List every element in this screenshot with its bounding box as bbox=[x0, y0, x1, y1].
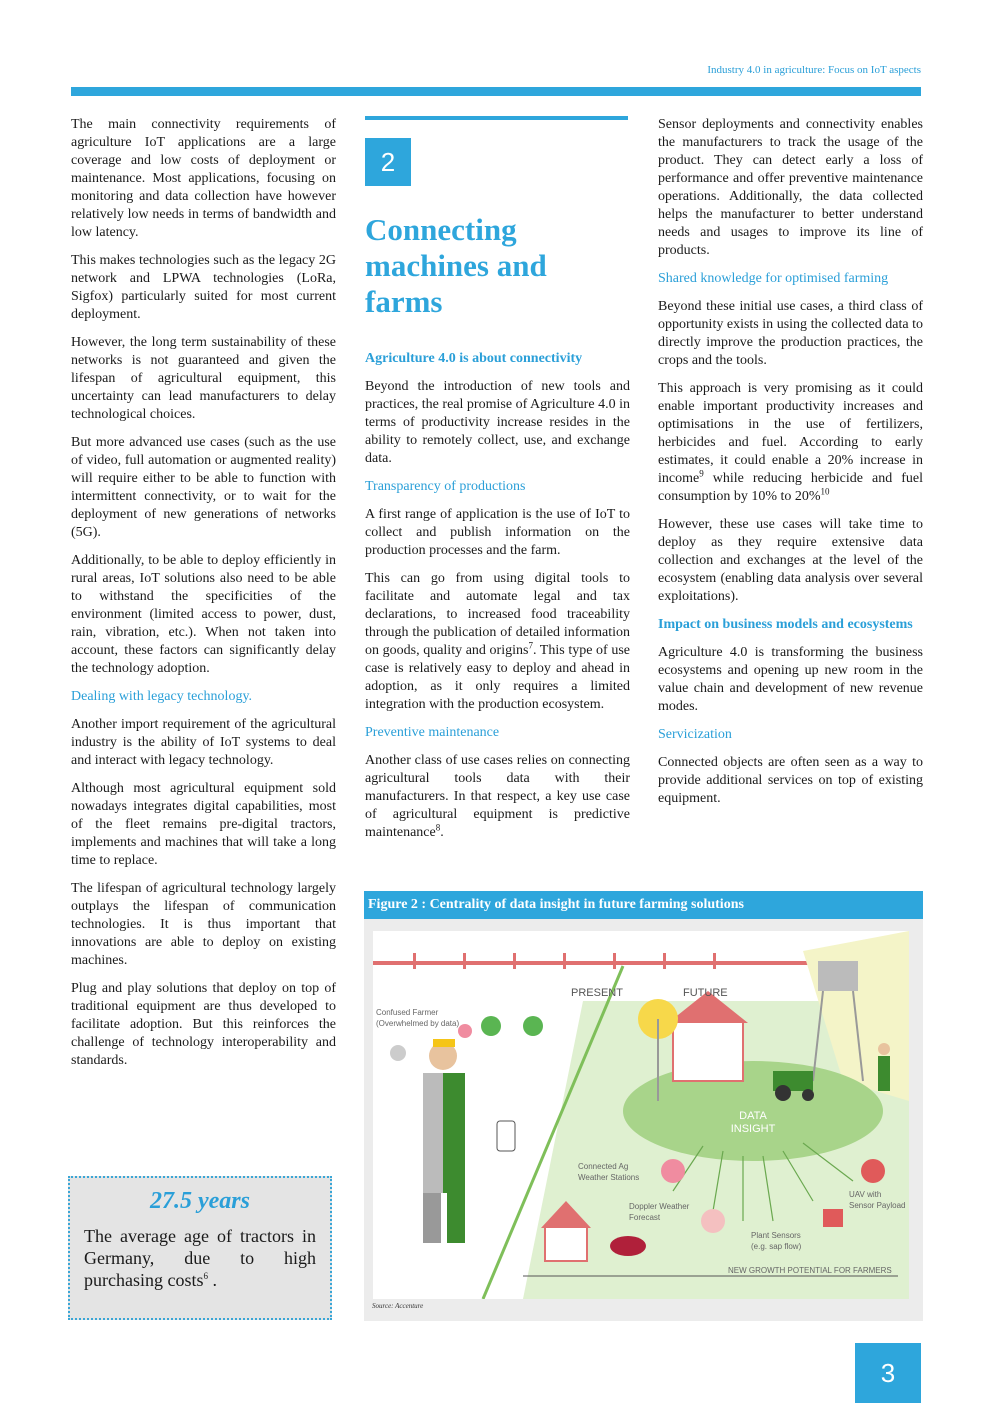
plant-sensor-sublabel: (e.g. sap flow) bbox=[751, 1242, 802, 1251]
plant-sensor-icon bbox=[823, 1209, 843, 1227]
question-icon bbox=[458, 1024, 472, 1038]
present-label: PRESENT bbox=[571, 987, 623, 999]
paragraph: A first range of application is the use of IoT to collect and publish information on the production processes and the farm. bbox=[365, 507, 630, 558]
chapter-title: Connecting machines and farms bbox=[365, 212, 547, 319]
growth-label: NEW GROWTH POTENTIAL FOR FARMERS bbox=[728, 1266, 892, 1275]
paragraph: Another class of use cases relies on connecting agricultural tools data with their manufacturers. In that respect, a key use case of agricultural equipment is predictive maintenance$^8$. bbox=[365, 753, 630, 840]
paragraph: Although most agricultural equipment sold nowadays integrates digital capabilities, most of the fleet remains pre-digital tractors, implements and machines that will take a long time to replace. bbox=[71, 781, 336, 868]
subheading: Agriculture 4.0 is about connectivity bbox=[365, 351, 583, 366]
subheading: Dealing with legacy technology. bbox=[71, 689, 253, 704]
paragraph: This approach is very promising as it could enable important productivity increases and optimisations in the use of fertilizers, herbicides and fuel. According to early estimates, it could enable a 20% increase in income$^9$ while reducing herbicide and fuel consumption by 10% to 20%$^{10}$ bbox=[658, 381, 923, 504]
farm-illustration bbox=[373, 931, 909, 1299]
subheading: Shared knowledge for optimised farming bbox=[658, 271, 889, 286]
subheading: Preventive maintenance bbox=[365, 725, 500, 740]
uav-icon bbox=[861, 1159, 885, 1183]
paragraph: Plug and play solutions that deploy on top of traditional equipment are thus developed to facilitate adoption. But this reinforces the challenge of technology interoperability and standards. bbox=[71, 981, 336, 1068]
figure-2 bbox=[364, 891, 923, 1321]
chapter-number: 2 bbox=[365, 138, 411, 186]
figure-source: Source: Accenture bbox=[372, 1302, 424, 1310]
future-barn bbox=[673, 1021, 743, 1081]
smartphone-icon bbox=[497, 1121, 515, 1151]
callout-text: The average age of tractors in Germany, due to high purchasing costs$^6$ . bbox=[84, 1226, 316, 1290]
page-number: 3 bbox=[855, 1343, 921, 1403]
paragraph: But more advanced use cases (such as the use of video, full automation or augmented reality) will require either to be able to function with intermittent connectivity, or to wait for the deployment of new generations of networks (5G). bbox=[71, 435, 336, 540]
cloud-icon bbox=[481, 1016, 501, 1036]
paragraph: Sensor deployments and connectivity enables the manufacturers to track the usage of the product. They can detect early a loss of performance and offer preventive maintenance operations. Additionally, the data collected helps the manufacturer to better understand needs and usages to improve its line of products. bbox=[658, 117, 923, 258]
water-tower-icon bbox=[818, 961, 858, 991]
paragraph: Beyond the introduction of new tools and practices, the real promise of Agriculture 4.0 in terms of productivity increase resides in the ability to remotely collect, use, and exchange data. bbox=[365, 379, 630, 466]
paragraph: This makes technologies such as the legacy 2G network and LPWA technologies (LoRa, Sigfox) particularly suited for most current deployment. bbox=[71, 253, 336, 322]
plant-sensor-label: Plant Sensors bbox=[751, 1231, 801, 1240]
uav-label: UAV with bbox=[849, 1190, 882, 1199]
callout-number: 27.5 years bbox=[150, 1188, 250, 1214]
running-title: Industry 4.0 in agriculture: Focus on IoT aspects bbox=[707, 64, 921, 76]
data-label: DATA bbox=[739, 1110, 767, 1122]
paragraph: Agriculture 4.0 is transforming the business ecosystems and opening up new room in the value chain and development of new revenue modes. bbox=[658, 645, 923, 714]
column-2 bbox=[365, 350, 630, 852]
paragraph: The lifespan of agricultural technology largely outplays the lifespan of communication technologies. It is thus important that innovations are able to deploy on existing machines. bbox=[71, 881, 336, 968]
confused-farmer-sublabel: (Overwhelmed by data) bbox=[376, 1019, 460, 1028]
column-3 bbox=[658, 116, 923, 818]
paragraph: Additionally, to be able to deploy efficiently in rural areas, IoT solutions also need to be able to withstand the specificities of the environment (limited access to power, dust, rain, vibration, etc.). When not taken into account, these factors can significantly delay the technology adoption. bbox=[71, 553, 336, 676]
paragraph: However, the long term sustainability of these networks is not guaranteed and given the lifespan of agricultural equipment, this uncertainty can lead manufacturers to delay technological choices. bbox=[71, 335, 336, 422]
paragraph: This can go from using digital tools to facilitate and automate legal and tax declarations, to increased food traceability through the publication of detailed information on goods, quality and origins$^7$. This type of use case is relatively easy to deploy and ahead in adoption, as it only requires a limited integration with the production ecosystem. bbox=[365, 571, 630, 712]
subheading: Impact on business models and ecosystems bbox=[658, 617, 913, 632]
doppler-radar-icon bbox=[701, 1209, 725, 1233]
future-farmer-icon bbox=[878, 1056, 890, 1091]
future-label: FUTURE bbox=[683, 987, 728, 999]
chapter-rule bbox=[365, 116, 628, 120]
header-rule bbox=[71, 87, 921, 96]
paragraph: Connected objects are often seen as a way to provide additional services on top of existing equipment. bbox=[658, 755, 923, 806]
confused-farmer-icon bbox=[423, 1039, 465, 1243]
uav-sublabel: Sensor Payload bbox=[849, 1201, 906, 1210]
paragraph: Beyond these initial use cases, a third class of opportunity exists in using the collected data to directly improve the production practices, the crops and the tools. bbox=[658, 299, 923, 368]
subheading: Transparency of productions bbox=[365, 479, 526, 494]
figure-illustration bbox=[373, 931, 909, 1299]
weather-station-label: Connected Ag bbox=[578, 1162, 629, 1171]
figure-caption: Figure 2 : Centrality of data insight in future farming solutions bbox=[364, 891, 923, 919]
insight-label: INSIGHT bbox=[730, 1123, 776, 1135]
column-1 bbox=[71, 116, 336, 1080]
stat-callout bbox=[68, 1176, 332, 1320]
weather-station-icon bbox=[661, 1159, 685, 1183]
doppler-sublabel: Forecast bbox=[629, 1213, 661, 1222]
cow-icon bbox=[610, 1236, 646, 1256]
confused-farmer-label: Confused Farmer bbox=[376, 1008, 439, 1017]
paragraph: The main connectivity requirements of agriculture IoT applications are a large coverage and low costs of deployment or maintenance. Most applications, focusing on monitoring and data collection have however relatively low needs in terms of bandwidth and low latency. bbox=[71, 117, 336, 240]
paragraph: Another import requirement of the agricultural industry is the ability of IoT systems to deal and interact with legacy technology. bbox=[71, 717, 336, 768]
paragraph: However, these use cases will take time to deploy as they require extensive data collection and exchanges at the level of the ecosystem (enabling data analysis over several exploitations). bbox=[658, 517, 923, 604]
question-icon bbox=[390, 1045, 406, 1061]
doppler-label: Doppler Weather bbox=[629, 1202, 690, 1211]
subheading: Servicization bbox=[658, 727, 732, 742]
weather-station-sublabel: Weather Stations bbox=[578, 1173, 640, 1182]
globe-icon bbox=[523, 1016, 543, 1036]
